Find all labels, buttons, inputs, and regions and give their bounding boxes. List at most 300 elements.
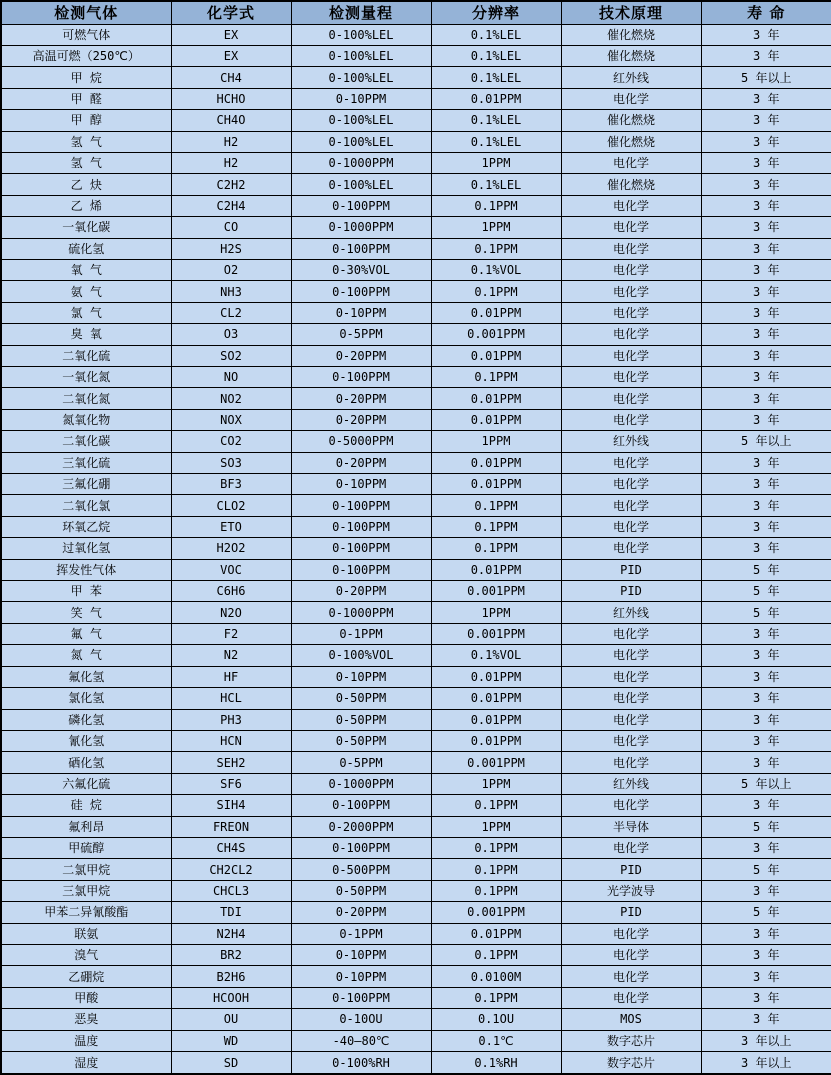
lifespan-cell: 3 年以上	[701, 1052, 831, 1075]
formula-cell: O3	[171, 324, 291, 345]
principle-cell: 红外线	[561, 67, 701, 88]
table-row	[1, 773, 831, 794]
principle-cell: 电化学	[561, 666, 701, 687]
resolution-cell: 0.1%LEL	[431, 110, 561, 131]
gas-name-cell: 联氨	[1, 923, 171, 944]
formula-cell: H2O2	[171, 538, 291, 559]
principle-cell: 红外线	[561, 602, 701, 623]
gas-name-cell: 溴气	[1, 944, 171, 965]
resolution-cell: 0.1PPM	[431, 987, 561, 1008]
lifespan-cell: 3 年	[701, 388, 831, 409]
resolution-cell: 0.1%LEL	[431, 174, 561, 195]
gas-name-cell: 氮氧化物	[1, 409, 171, 430]
gas-name-cell: 氰化氢	[1, 730, 171, 751]
formula-cell: H2S	[171, 238, 291, 259]
table-row	[1, 110, 831, 131]
formula-cell: CO	[171, 217, 291, 238]
resolution-cell: 0.0100M	[431, 966, 561, 987]
principle-cell: 电化学	[561, 409, 701, 430]
range-cell: 0-1000PPM	[291, 773, 431, 794]
resolution-cell: 0.1PPM	[431, 195, 561, 216]
gas-name-cell: 一氧化氮	[1, 367, 171, 388]
range-cell: 0-20PPM	[291, 452, 431, 473]
table-row	[1, 131, 831, 152]
resolution-cell: 0.01PPM	[431, 452, 561, 473]
lifespan-cell: 3 年	[701, 24, 831, 45]
table-row	[1, 709, 831, 730]
range-cell: 0-20PPM	[291, 902, 431, 923]
range-cell: 0-100%VOL	[291, 645, 431, 666]
principle-cell: 电化学	[561, 281, 701, 302]
lifespan-cell: 3 年以上	[701, 1030, 831, 1051]
formula-cell: EX	[171, 45, 291, 66]
header-gas-name: 检测气体	[1, 1, 171, 24]
resolution-cell: 0.01PPM	[431, 302, 561, 323]
table-row	[1, 195, 831, 216]
gas-name-cell: 甲 醛	[1, 88, 171, 109]
resolution-cell: 0.1PPM	[431, 837, 561, 858]
gas-name-cell: 甲 烷	[1, 67, 171, 88]
lifespan-cell: 3 年	[701, 987, 831, 1008]
lifespan-cell: 3 年	[701, 474, 831, 495]
principle-cell: 光学波导	[561, 880, 701, 901]
resolution-cell: 0.1%LEL	[431, 131, 561, 152]
formula-cell: CH2CL2	[171, 859, 291, 880]
lifespan-cell: 3 年	[701, 174, 831, 195]
lifespan-cell: 3 年	[701, 259, 831, 280]
gas-name-cell: 恶臭	[1, 1009, 171, 1030]
gas-name-cell: 氟 气	[1, 623, 171, 644]
lifespan-cell: 3 年	[701, 516, 831, 537]
resolution-cell: 0.1PPM	[431, 538, 561, 559]
formula-cell: NO2	[171, 388, 291, 409]
table-row	[1, 1030, 831, 1051]
lifespan-cell: 3 年	[701, 709, 831, 730]
range-cell: 0-100%LEL	[291, 45, 431, 66]
formula-cell: NH3	[171, 281, 291, 302]
gas-name-cell: 二氧化硫	[1, 345, 171, 366]
principle-cell: 电化学	[561, 538, 701, 559]
lifespan-cell: 3 年	[701, 837, 831, 858]
principle-cell: 电化学	[561, 495, 701, 516]
principle-cell: 电化学	[561, 452, 701, 473]
lifespan-cell: 5 年以上	[701, 67, 831, 88]
principle-cell: 电化学	[561, 302, 701, 323]
formula-cell: BR2	[171, 944, 291, 965]
table-row	[1, 345, 831, 366]
gas-name-cell: 氮 气	[1, 645, 171, 666]
principle-cell: 电化学	[561, 923, 701, 944]
range-cell: 0-100%LEL	[291, 174, 431, 195]
table-row	[1, 516, 831, 537]
table-row	[1, 730, 831, 751]
lifespan-cell: 3 年	[701, 645, 831, 666]
gas-name-cell: 氢 气	[1, 152, 171, 173]
formula-cell: SD	[171, 1052, 291, 1075]
formula-cell: OU	[171, 1009, 291, 1030]
principle-cell: 电化学	[561, 730, 701, 751]
formula-cell: HCN	[171, 730, 291, 751]
formula-cell: CH4S	[171, 837, 291, 858]
lifespan-cell: 3 年	[701, 238, 831, 259]
range-cell: 0-50PPM	[291, 730, 431, 751]
gas-name-cell: 三氧化硫	[1, 452, 171, 473]
resolution-cell: 0.1%VOL	[431, 645, 561, 666]
resolution-cell: 0.1%LEL	[431, 45, 561, 66]
resolution-cell: 0.01PPM	[431, 345, 561, 366]
range-cell: 0-1000PPM	[291, 602, 431, 623]
range-cell: 0-100PPM	[291, 281, 431, 302]
gas-name-cell: 三氟化硼	[1, 474, 171, 495]
table-row	[1, 259, 831, 280]
principle-cell: 电化学	[561, 195, 701, 216]
lifespan-cell: 3 年	[701, 281, 831, 302]
resolution-cell: 0.1%LEL	[431, 67, 561, 88]
lifespan-cell: 3 年	[701, 345, 831, 366]
table-row	[1, 367, 831, 388]
lifespan-cell: 3 年	[701, 195, 831, 216]
resolution-cell: 0.1PPM	[431, 944, 561, 965]
table-row	[1, 837, 831, 858]
principle-cell: MOS	[561, 1009, 701, 1030]
resolution-cell: 0.01PPM	[431, 923, 561, 944]
table-row	[1, 1009, 831, 1030]
resolution-cell: 0.01PPM	[431, 388, 561, 409]
formula-cell: C6H6	[171, 581, 291, 602]
table-row	[1, 409, 831, 430]
principle-cell: 电化学	[561, 345, 701, 366]
gas-name-cell: 甲酸	[1, 987, 171, 1008]
resolution-cell: 0.001PPM	[431, 752, 561, 773]
lifespan-cell: 5 年	[701, 816, 831, 837]
gas-name-cell: 二氧化氯	[1, 495, 171, 516]
resolution-cell: 0.1PPM	[431, 281, 561, 302]
gas-name-cell: 二氯甲烷	[1, 859, 171, 880]
range-cell: 0-10PPM	[291, 966, 431, 987]
gas-name-cell: 氟利昂	[1, 816, 171, 837]
formula-cell: NO	[171, 367, 291, 388]
lifespan-cell: 3 年	[701, 367, 831, 388]
formula-cell: ETO	[171, 516, 291, 537]
lifespan-cell: 3 年	[701, 1009, 831, 1030]
resolution-cell: 0.001PPM	[431, 623, 561, 644]
gas-name-cell: 笑 气	[1, 602, 171, 623]
principle-cell: 电化学	[561, 837, 701, 858]
gas-name-cell: 可燃气体	[1, 24, 171, 45]
gas-name-cell: 氯 气	[1, 302, 171, 323]
gas-name-cell: 一氧化碳	[1, 217, 171, 238]
table-row	[1, 1052, 831, 1075]
formula-cell: BF3	[171, 474, 291, 495]
table-row	[1, 431, 831, 452]
lifespan-cell: 3 年	[701, 88, 831, 109]
formula-cell: TDI	[171, 902, 291, 923]
resolution-cell: 0.01PPM	[431, 88, 561, 109]
range-cell: 0-10PPM	[291, 474, 431, 495]
lifespan-cell: 5 年	[701, 902, 831, 923]
principle-cell: 催化燃烧	[561, 24, 701, 45]
lifespan-cell: 3 年	[701, 45, 831, 66]
table-row	[1, 987, 831, 1008]
range-cell: 0-10PPM	[291, 88, 431, 109]
range-cell: 0-10PPM	[291, 302, 431, 323]
table-row	[1, 859, 831, 880]
range-cell: 0-5PPM	[291, 324, 431, 345]
gas-name-cell: 乙硼烷	[1, 966, 171, 987]
resolution-cell: 0.1OU	[431, 1009, 561, 1030]
resolution-cell: 0.1PPM	[431, 795, 561, 816]
lifespan-cell: 3 年	[701, 495, 831, 516]
principle-cell: 催化燃烧	[561, 174, 701, 195]
range-cell: 0-100PPM	[291, 495, 431, 516]
table-row	[1, 645, 831, 666]
table-row	[1, 217, 831, 238]
principle-cell: 电化学	[561, 259, 701, 280]
resolution-cell: 0.01PPM	[431, 474, 561, 495]
range-cell: 0-100PPM	[291, 195, 431, 216]
table-row	[1, 174, 831, 195]
table-header	[1, 1, 831, 24]
resolution-cell: 0.001PPM	[431, 324, 561, 345]
gas-name-cell: 甲苯二异氰酸酯	[1, 902, 171, 923]
lifespan-cell: 3 年	[701, 666, 831, 687]
gas-name-cell: 过氧化氢	[1, 538, 171, 559]
range-cell: 0-100PPM	[291, 559, 431, 580]
resolution-cell: 0.1PPM	[431, 516, 561, 537]
lifespan-cell: 3 年	[701, 131, 831, 152]
table-row	[1, 88, 831, 109]
range-cell: 0-50PPM	[291, 709, 431, 730]
table-row	[1, 666, 831, 687]
formula-cell: FREON	[171, 816, 291, 837]
principle-cell: 催化燃烧	[561, 131, 701, 152]
lifespan-cell: 3 年	[701, 752, 831, 773]
resolution-cell: 0.01PPM	[431, 666, 561, 687]
table-row	[1, 816, 831, 837]
principle-cell: PID	[561, 859, 701, 880]
table-row	[1, 452, 831, 473]
range-cell: 0-100%LEL	[291, 131, 431, 152]
lifespan-cell: 5 年	[701, 559, 831, 580]
formula-cell: C2H4	[171, 195, 291, 216]
resolution-cell: 0.1%LEL	[431, 24, 561, 45]
gas-name-cell: 湿度	[1, 1052, 171, 1075]
resolution-cell: 0.001PPM	[431, 581, 561, 602]
formula-cell: SIH4	[171, 795, 291, 816]
gas-name-cell: 氢 气	[1, 131, 171, 152]
range-cell: 0-100PPM	[291, 238, 431, 259]
principle-cell: 电化学	[561, 152, 701, 173]
gas-name-cell: 硅 烷	[1, 795, 171, 816]
range-cell: 0-100%LEL	[291, 110, 431, 131]
range-cell: 0-100%LEL	[291, 67, 431, 88]
gas-name-cell: 三氯甲烷	[1, 880, 171, 901]
lifespan-cell: 3 年	[701, 110, 831, 131]
table-row	[1, 902, 831, 923]
range-cell: 0-100PPM	[291, 837, 431, 858]
table-row	[1, 581, 831, 602]
resolution-cell: 1PPM	[431, 152, 561, 173]
range-cell: 0-1000PPM	[291, 217, 431, 238]
table-row	[1, 795, 831, 816]
range-cell: 0-100PPM	[291, 795, 431, 816]
resolution-cell: 1PPM	[431, 816, 561, 837]
header-range: 检测量程	[291, 1, 431, 24]
principle-cell: PID	[561, 902, 701, 923]
principle-cell: 电化学	[561, 324, 701, 345]
resolution-cell: 0.1PPM	[431, 367, 561, 388]
table-row	[1, 880, 831, 901]
gas-name-cell: 氨 气	[1, 281, 171, 302]
formula-cell: SO2	[171, 345, 291, 366]
lifespan-cell: 3 年	[701, 880, 831, 901]
range-cell: 0-100%LEL	[291, 24, 431, 45]
formula-cell: CLO2	[171, 495, 291, 516]
lifespan-cell: 3 年	[701, 302, 831, 323]
header-row	[1, 1, 831, 24]
principle-cell: 电化学	[561, 367, 701, 388]
formula-cell: CL2	[171, 302, 291, 323]
lifespan-cell: 3 年	[701, 795, 831, 816]
resolution-cell: 0.1%VOL	[431, 259, 561, 280]
table-body	[1, 24, 831, 1074]
lifespan-cell: 5 年	[701, 859, 831, 880]
principle-cell: 数字芯片	[561, 1052, 701, 1075]
principle-cell: PID	[561, 581, 701, 602]
lifespan-cell: 5 年以上	[701, 431, 831, 452]
gas-name-cell: 二氧化氮	[1, 388, 171, 409]
gas-name-cell: 挥发性气体	[1, 559, 171, 580]
range-cell: 0-5000PPM	[291, 431, 431, 452]
formula-cell: HCHO	[171, 88, 291, 109]
formula-cell: N2H4	[171, 923, 291, 944]
range-cell: 0-5PPM	[291, 752, 431, 773]
lifespan-cell: 5 年	[701, 602, 831, 623]
table-row	[1, 966, 831, 987]
gas-name-cell: 高温可燃（250℃）	[1, 45, 171, 66]
range-cell: 0-30%VOL	[291, 259, 431, 280]
resolution-cell: 1PPM	[431, 217, 561, 238]
lifespan-cell: 3 年	[701, 452, 831, 473]
lifespan-cell: 3 年	[701, 324, 831, 345]
table-row	[1, 474, 831, 495]
range-cell: -40—80℃	[291, 1030, 431, 1051]
formula-cell: CH4O	[171, 110, 291, 131]
lifespan-cell: 3 年	[701, 688, 831, 709]
resolution-cell: 0.01PPM	[431, 709, 561, 730]
table-row	[1, 623, 831, 644]
table-row	[1, 688, 831, 709]
principle-cell: 电化学	[561, 623, 701, 644]
header-lifespan: 寿 命	[701, 1, 831, 24]
lifespan-cell: 3 年	[701, 409, 831, 430]
principle-cell: 电化学	[561, 688, 701, 709]
formula-cell: H2	[171, 152, 291, 173]
gas-name-cell: 臭 氧	[1, 324, 171, 345]
formula-cell: H2	[171, 131, 291, 152]
principle-cell: 电化学	[561, 88, 701, 109]
lifespan-cell: 5 年	[701, 581, 831, 602]
range-cell: 0-100PPM	[291, 538, 431, 559]
table-row	[1, 324, 831, 345]
resolution-cell: 0.1PPM	[431, 238, 561, 259]
formula-cell: SF6	[171, 773, 291, 794]
formula-cell: B2H6	[171, 966, 291, 987]
range-cell: 0-20PPM	[291, 581, 431, 602]
gas-name-cell: 乙 烯	[1, 195, 171, 216]
gas-name-cell: 甲 醇	[1, 110, 171, 131]
principle-cell: 电化学	[561, 709, 701, 730]
lifespan-cell: 3 年	[701, 944, 831, 965]
resolution-cell: 1PPM	[431, 602, 561, 623]
principle-cell: 电化学	[561, 645, 701, 666]
principle-cell: 电化学	[561, 474, 701, 495]
gas-name-cell: 环氧乙烷	[1, 516, 171, 537]
formula-cell: O2	[171, 259, 291, 280]
formula-cell: CO2	[171, 431, 291, 452]
principle-cell: PID	[561, 559, 701, 580]
resolution-cell: 0.1%RH	[431, 1052, 561, 1075]
range-cell: 0-10PPM	[291, 944, 431, 965]
formula-cell: HCOOH	[171, 987, 291, 1008]
range-cell: 0-20PPM	[291, 388, 431, 409]
gas-name-cell: 氧 气	[1, 259, 171, 280]
resolution-cell: 0.01PPM	[431, 409, 561, 430]
range-cell: 0-1000PPM	[291, 152, 431, 173]
principle-cell: 红外线	[561, 431, 701, 452]
principle-cell: 电化学	[561, 944, 701, 965]
gas-name-cell: 甲硫醇	[1, 837, 171, 858]
table-row	[1, 388, 831, 409]
resolution-cell: 0.01PPM	[431, 730, 561, 751]
gas-name-cell: 二氧化碳	[1, 431, 171, 452]
range-cell: 0-100PPM	[291, 367, 431, 388]
table-row	[1, 495, 831, 516]
resolution-cell: 0.1PPM	[431, 495, 561, 516]
range-cell: 0-500PPM	[291, 859, 431, 880]
principle-cell: 催化燃烧	[561, 110, 701, 131]
principle-cell: 半导体	[561, 816, 701, 837]
table-row	[1, 752, 831, 773]
table-row	[1, 152, 831, 173]
resolution-cell: 0.1℃	[431, 1030, 561, 1051]
formula-cell: SEH2	[171, 752, 291, 773]
gas-name-cell: 硫化氢	[1, 238, 171, 259]
lifespan-cell: 3 年	[701, 923, 831, 944]
range-cell: 0-10OU	[291, 1009, 431, 1030]
resolution-cell: 0.01PPM	[431, 559, 561, 580]
formula-cell: HF	[171, 666, 291, 687]
formula-cell: CH4	[171, 67, 291, 88]
lifespan-cell: 3 年	[701, 966, 831, 987]
table-row	[1, 281, 831, 302]
range-cell: 0-10PPM	[291, 666, 431, 687]
principle-cell: 电化学	[561, 217, 701, 238]
range-cell: 0-50PPM	[291, 688, 431, 709]
range-cell: 0-20PPM	[291, 409, 431, 430]
table-row	[1, 538, 831, 559]
gas-name-cell: 氯化氢	[1, 688, 171, 709]
gas-name-cell: 乙 炔	[1, 174, 171, 195]
lifespan-cell: 3 年	[701, 217, 831, 238]
range-cell: 0-2000PPM	[291, 816, 431, 837]
range-cell: 0-50PPM	[291, 880, 431, 901]
formula-cell: EX	[171, 24, 291, 45]
gas-name-cell: 甲 苯	[1, 581, 171, 602]
gas-name-cell: 温度	[1, 1030, 171, 1051]
header-formula: 化学式	[171, 1, 291, 24]
range-cell: 0-20PPM	[291, 345, 431, 366]
